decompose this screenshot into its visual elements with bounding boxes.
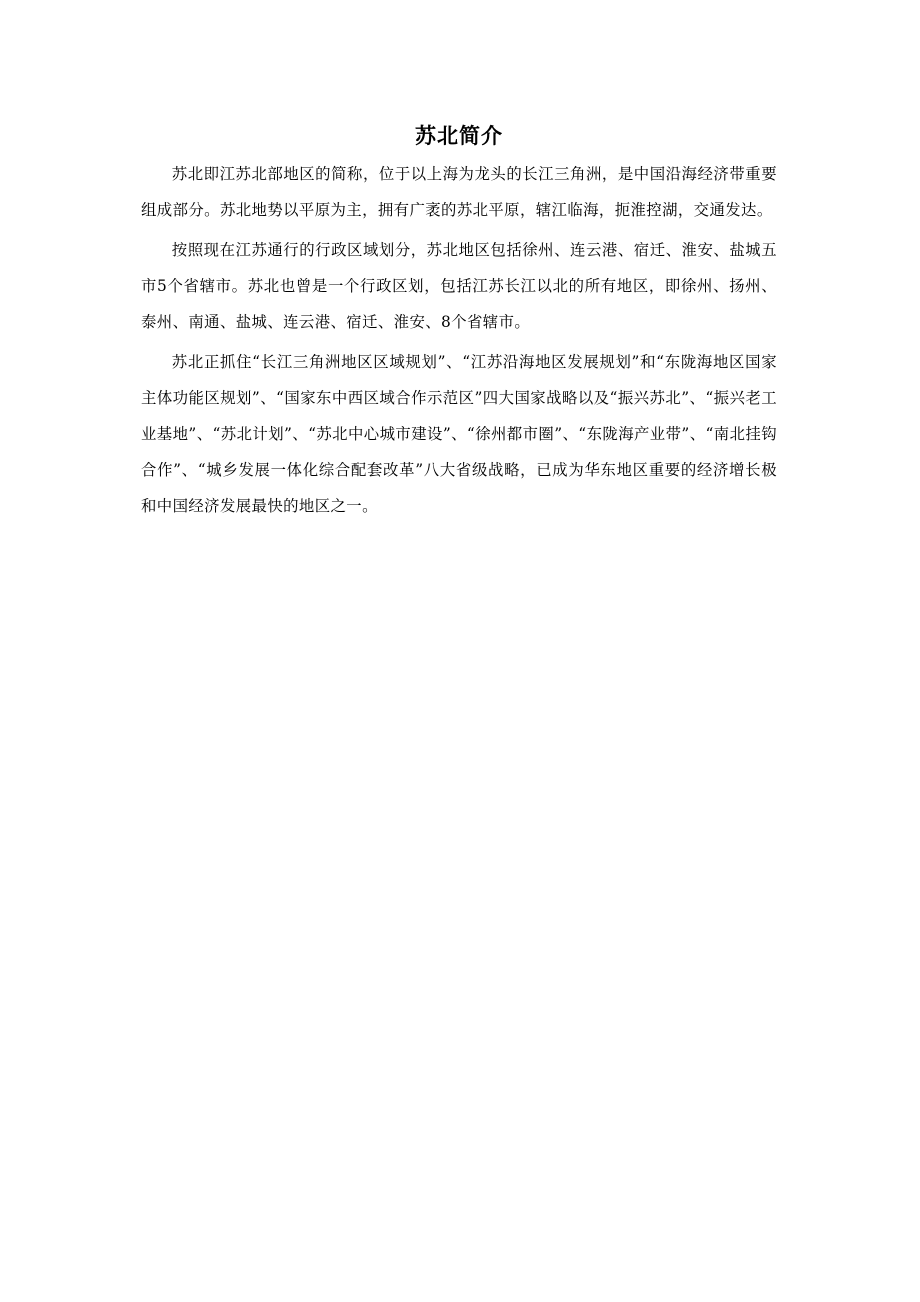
document-body — [141, 120, 777, 524]
paragraph-intro: 苏北即江苏北部地区的简称，位于以上海为龙头的长江三角洲，是中国沿海经济带重要组成部分。苏北地势以平原为主，拥有广袤的苏北平原，辖江临海，扼淮控湖，交通发达。 — [141, 165, 777, 219]
paragraph-administrative-division: 按照现在江苏通行的行政区域划分，苏北地区包括徐州、连云港、宿迁、淮安、盐城五市5个省辖市。苏北也曾是一个行政区划，包括江苏长江以北的所有地区，即徐州、扬州、泰州、南通、盐城、连云港、宿迁、淮安、8个省辖市。 — [141, 241, 777, 331]
paragraph-strategies: 苏北正抓住“长江三角洲地区区域规划”、“江苏沿海地区发展规划”和“东陇海地区国家主体功能区规划”、“国家东中西区域合作示范区”四大国家战略以及“振兴苏北”、“振兴老工业基地”、“苏北计划”、“苏北中心城市建设”、“徐州都市圈”、“东陇海产业带”、“南北挂钩合作”、“城乡发展一体化综合配套改革”八大省级战略，已成为华东地区重要的经济增长极和中国经济发展最快的地区之一。 — [141, 353, 777, 515]
document-title: 苏北简介 — [415, 124, 503, 148]
